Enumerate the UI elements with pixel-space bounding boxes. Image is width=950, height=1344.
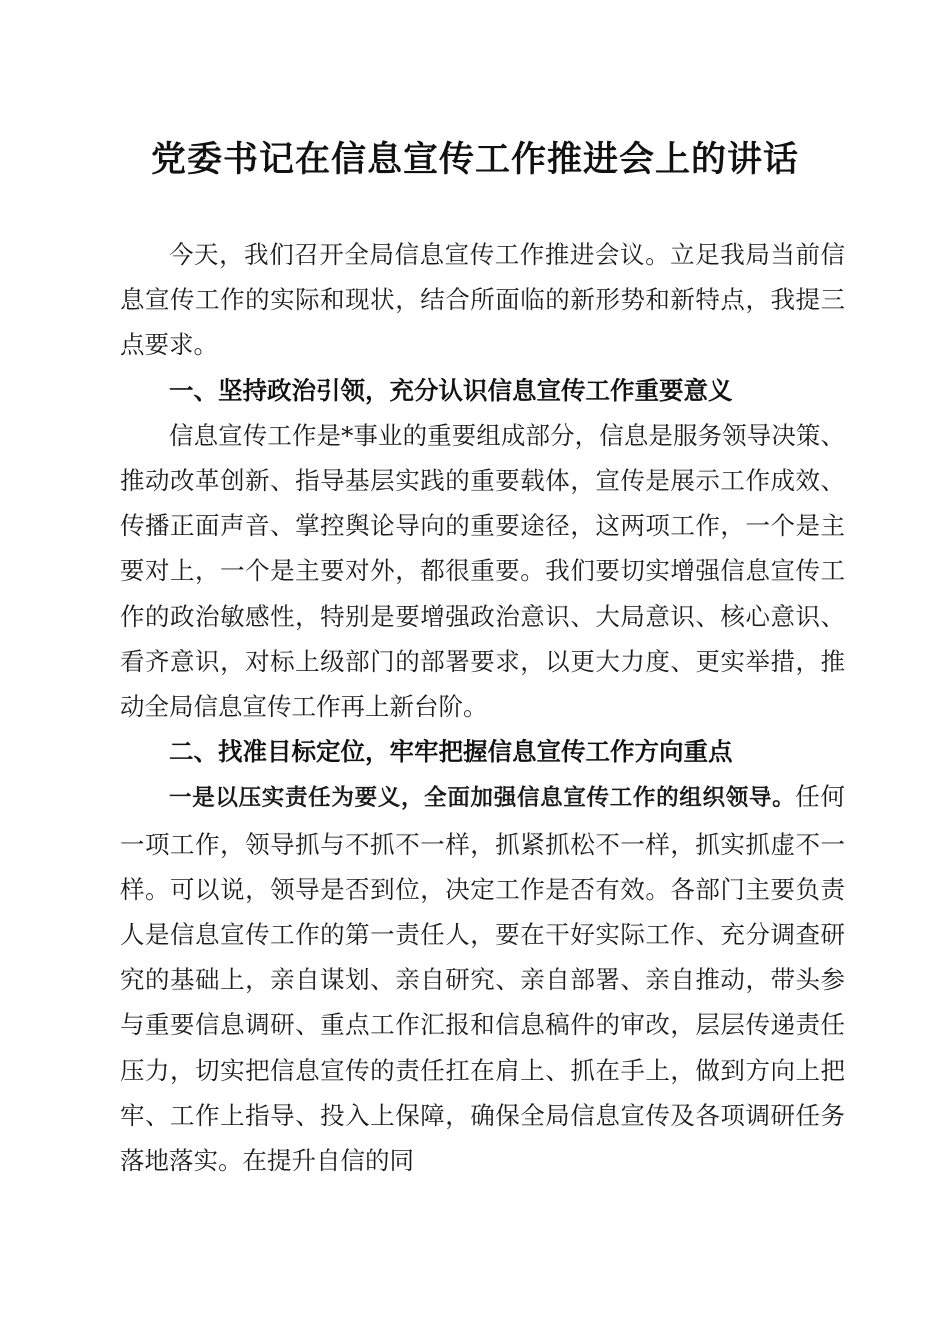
document-body: [120, 232, 845, 1183]
intro-paragraph: 今天，我们召开全局信息宣传工作推进会议。立足我局当前信息宣传工作的实际和现状，结合所面临的新形势和新特点，我提三点要求。: [120, 240, 845, 360]
page-title: 党委书记在信息宣传工作推进会上的讲话: [150, 139, 799, 180]
section-2-heading: 二、找准目标定位，牢牢把握信息宣传工作方向重点: [169, 737, 733, 767]
section-2-lead-sentence: 一是以压实责任为要义，全面加强信息宣传工作的组织领导。: [169, 785, 796, 812]
section-2-body-text: 任何一项工作，领导抓与不抓不一样，抓紧抓松不一样，抓实抓虚不一样。可以说，领导是否到位，决定工作是否有效。各部门主要负责人是信息宣传工作的第一责任人，要在干好实际工作、充分调查研究的基础上，亲自谋划、亲自研究、亲自部署、亲自推动，带头参与重要信息调研、重点工作汇报和信息稿件的审改，层层传递责任压力，切实把信息宣传的责任扛在肩上、抓在手上，做到方向上把牢、工作上指导、投入上保障，确保全局信息宣传及各项调研任务落地落实。在提升自信的同: [120, 782, 845, 1176]
section-1-heading: 一、坚持政治引领，充分认识信息宣传工作重要意义: [169, 375, 733, 405]
section-2-paragraph: [120, 774, 845, 1183]
section-1-paragraph: 信息宣传工作是*事业的重要组成部分，信息是服务领导决策、推动改革创新、指导基层实践的重要载体，宣传是展示工作成效、传播正面声音、掌控舆论导向的重要途径，这两项工作，一个是主要对上，一个是主要对外，都很重要。我们要切实增强信息宣传工作的政治敏感性，特别是要增强政治意识、大局意识、核心意识、看齐意识，对标上级部门的部署要求，以更大力度、更实举措，推动全局信息宣传工作再上新台阶。: [120, 420, 845, 722]
